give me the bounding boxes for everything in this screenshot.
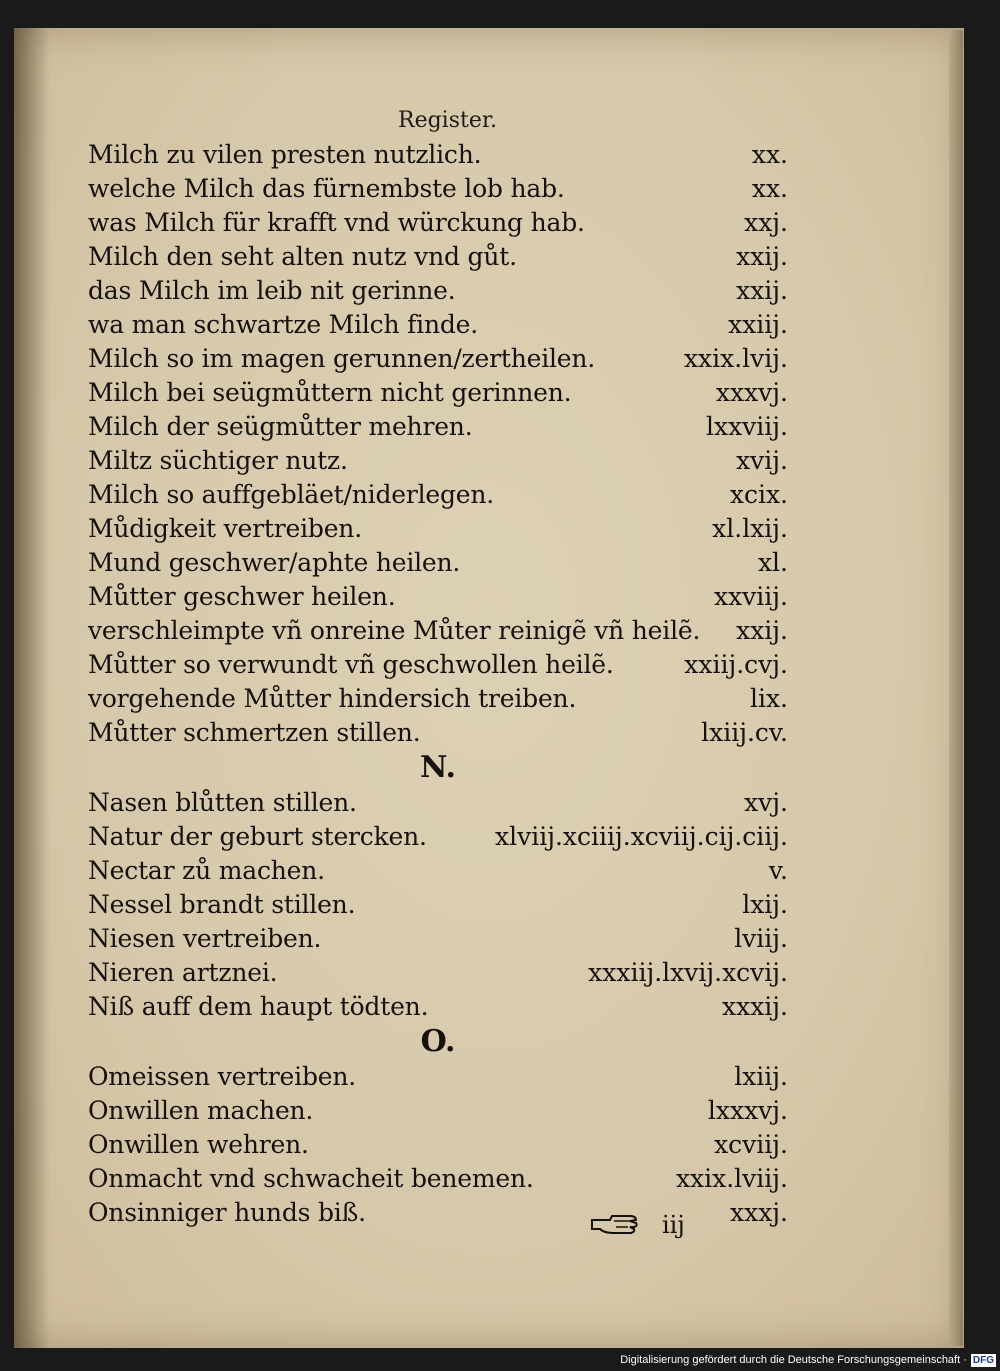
register-entry — [88, 820, 788, 854]
register-entry — [88, 206, 788, 240]
entry-term: Milch der seügmůtter mehren. — [88, 412, 473, 441]
entry-term: Mund geschwer/aphte heilen. — [88, 548, 461, 577]
entry-ref: xxix.lviij. — [675, 1164, 788, 1193]
entry-term: Nessel brandt stillen. — [88, 890, 356, 919]
register-entry — [88, 512, 788, 546]
register-entry — [88, 308, 788, 342]
entry-term: Omeissen vertreiben. — [88, 1062, 356, 1091]
entry-term: Onmacht vnd schwacheit benemen. — [88, 1164, 534, 1193]
register-entry — [88, 786, 788, 820]
entry-ref: v. — [768, 856, 788, 885]
entry-ref: xxij. — [736, 242, 788, 271]
entry-term: Nectar zů machen. — [88, 856, 325, 885]
entry-ref: xxij. — [736, 616, 788, 645]
entry-term: was Milch für krafft vnd würckung hab. — [88, 208, 585, 237]
entry-term: Miltz süchtiger nutz. — [88, 446, 348, 475]
register-entry — [88, 240, 788, 274]
entry-ref: xl. — [757, 548, 788, 577]
entry-ref: xl.lxij. — [712, 514, 788, 543]
entry-ref: xxj. — [744, 208, 788, 237]
register-entry — [88, 478, 788, 512]
entry-ref: lxij. — [742, 890, 788, 919]
entry-ref: xlviij.xciiij.xcviij.cij.ciij. — [495, 822, 788, 851]
register-entry — [88, 888, 788, 922]
entry-ref: xxviij. — [713, 582, 788, 611]
entry-ref: xxxvj. — [715, 378, 788, 407]
digitization-credit — [620, 1352, 996, 1368]
register-entry — [88, 854, 788, 888]
register-entry — [88, 682, 788, 716]
section-letter-o: O. — [420, 1024, 456, 1059]
entry-ref: lxxxvj. — [707, 1096, 788, 1125]
entry-ref: xxxj. — [730, 1198, 788, 1227]
entry-ref: xxij. — [736, 276, 788, 305]
register-entry — [88, 376, 788, 410]
entry-ref: lxiij. — [734, 1062, 788, 1091]
entry-term: das Milch im leib nit gerinne. — [88, 276, 456, 305]
entry-term: verschleimpte vñ onreine Můter reinigẽ vñ heilẽ. — [88, 616, 701, 645]
register-list — [88, 138, 788, 1230]
catchword: iij — [662, 1211, 685, 1239]
entry-ref: xxxiij.lxvij.xcvij. — [588, 958, 788, 987]
entry-ref: xx. — [751, 174, 788, 203]
entry-term: Milch den seht alten nutz vnd gůt. — [88, 242, 517, 271]
entry-term: Onwillen wehren. — [88, 1130, 309, 1159]
entry-term: Niesen vertreiben. — [88, 924, 322, 953]
register-entry — [88, 444, 788, 478]
register-entry — [88, 546, 788, 580]
register-entry — [88, 138, 788, 172]
entry-term: wa man schwartze Milch finde. — [88, 310, 478, 339]
register-entry — [88, 172, 788, 206]
credit-text: Digitalisierung gefördert durch die Deutsche Forschungsgemeinschaft · — [620, 1354, 967, 1366]
entry-ref: xx. — [751, 140, 788, 169]
register-entry — [88, 1162, 788, 1196]
entry-term: Milch zu vilen presten nutzlich. — [88, 140, 482, 169]
entry-ref: xvij. — [736, 446, 788, 475]
entry-term: Můtter geschwer heilen. — [88, 582, 396, 611]
register-entry — [88, 410, 788, 444]
entry-term: Nieren artznei. — [88, 958, 278, 987]
entry-term: Nasen blůtten stillen. — [88, 788, 357, 817]
register-entry — [88, 648, 788, 682]
register-entry — [88, 614, 788, 648]
entry-term: Milch bei seügmůttern nicht gerinnen. — [88, 378, 572, 407]
entry-ref: xxxij. — [722, 992, 788, 1021]
page-edge — [949, 30, 963, 1346]
dfg-logo: DFG — [972, 1354, 994, 1366]
entry-term: Můtter so verwundt vñ geschwollen heilẽ. — [88, 650, 614, 679]
register-entry — [88, 580, 788, 614]
entry-ref: lxiij.cv. — [701, 718, 788, 747]
section-letter-n: N. — [420, 750, 456, 785]
register-entry — [88, 1060, 788, 1094]
entry-term: Natur der geburt stercken. — [88, 822, 427, 851]
entry-term: Onwillen machen. — [88, 1096, 314, 1125]
register-entry — [88, 1128, 788, 1162]
entry-ref: xvj. — [744, 788, 788, 817]
register-entry — [88, 922, 788, 956]
register-entry — [88, 274, 788, 308]
entry-ref: lxxviij. — [705, 412, 788, 441]
binding-gutter — [14, 28, 50, 1348]
register-entry — [88, 956, 788, 990]
entry-term: Můtter schmertzen stillen. — [88, 718, 421, 747]
entry-ref: xcix. — [729, 480, 788, 509]
entry-ref: xxiij.cvj. — [684, 650, 788, 679]
register-entry — [88, 990, 788, 1024]
catchword-line — [590, 1208, 685, 1242]
entry-term: welche Milch das fürnembste lob hab. — [88, 174, 565, 203]
entry-ref: lviij. — [734, 924, 788, 953]
entry-ref: xcviij. — [714, 1130, 788, 1159]
entry-term: Niß auff dem haupt tödten. — [88, 992, 429, 1021]
running-head: Register. — [398, 108, 497, 133]
entry-term: Můdigkeit vertreiben. — [88, 514, 362, 543]
entry-ref: lix. — [749, 684, 788, 713]
entry-term: Milch so im magen gerunnen/zertheilen. — [88, 344, 596, 373]
entry-ref: xxiij. — [728, 310, 788, 339]
pointing-hand-icon — [590, 1212, 642, 1238]
register-entry — [88, 342, 788, 376]
register-entry — [88, 1094, 788, 1128]
entry-ref: xxix.lvij. — [683, 344, 788, 373]
entry-term: Milch so auffgebläet/niderlegen. — [88, 480, 495, 509]
entry-term: vorgehende Můtter hindersich treiben. — [88, 684, 577, 713]
register-entry — [88, 716, 788, 750]
entry-term: Onsinniger hunds biß. — [88, 1198, 366, 1227]
